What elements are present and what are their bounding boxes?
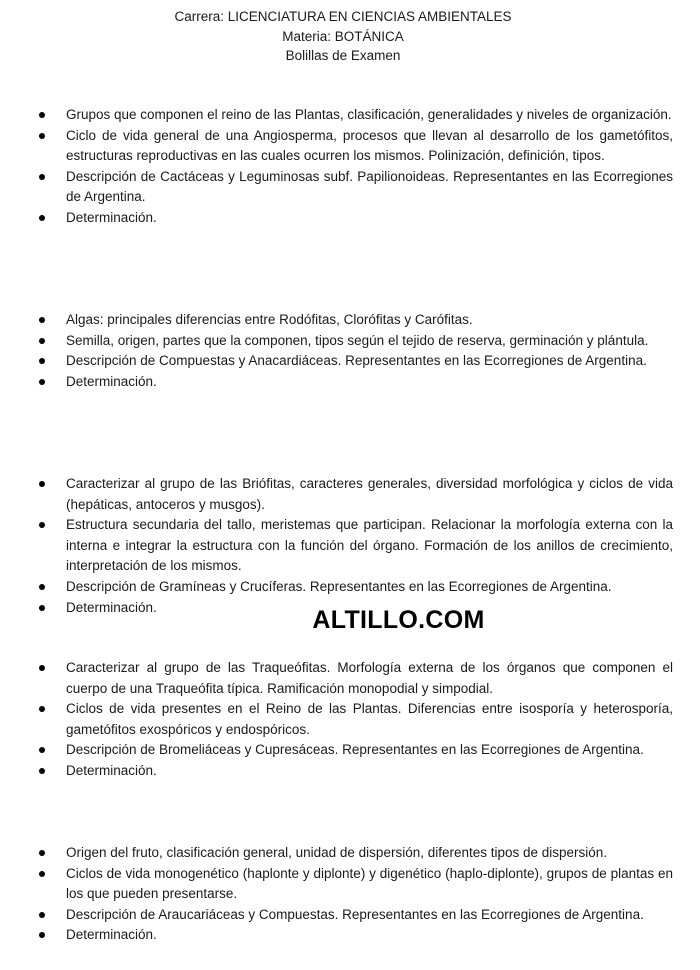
list-item [36, 372, 673, 393]
bullet-icon [39, 665, 45, 671]
subject-title: Materia: BOTÁNICA [282, 28, 404, 44]
list-item [36, 925, 673, 946]
list-item-text: Descripción de Bromeliáceas y Cupresáceas. Representantes en las Ecorregiones de Argentina. [66, 742, 644, 758]
bolilla-group-5 [36, 843, 673, 946]
list-item [36, 208, 673, 229]
list-item-text: Descripción de Araucariáceas y Compuestas. Representantes en las Ecorregiones de Argentina. [66, 906, 644, 922]
list-item [36, 105, 673, 126]
list-item-text: Algas: principales diferencias entre Rodófitas, Clorófitas y Carófitas. [66, 312, 473, 327]
list-item-text: Determinación. [66, 927, 157, 943]
list-item [36, 740, 673, 761]
bullet-icon [39, 912, 45, 918]
list-item [36, 699, 673, 740]
bullet-icon [39, 174, 45, 180]
bolilla-group-4 [36, 658, 673, 782]
bullet-icon [39, 215, 45, 221]
list-item-text: Grupos que componen el reino de las Plantas, clasificación, generalidades y niveles de organización. [66, 107, 672, 122]
list-item-text: Caracterizar al grupo de las Briófitas, caracteres generales, diversidad morfológica y ciclos de vida (hepáticas, antoceros y musgos). [66, 476, 673, 512]
bullet-icon [39, 932, 45, 938]
list-item-text: Determinación. [66, 599, 157, 615]
list-item-text: Determinación. [66, 762, 157, 778]
list-item [36, 577, 673, 598]
bolilla-group-2 [36, 310, 673, 392]
bullet-icon [39, 850, 45, 856]
watermark-logo: ALTILLO.COM [312, 606, 485, 634]
list-item-text: Determinación. [66, 209, 157, 225]
bullet-icon [39, 871, 45, 877]
list-item-text: Descripción de Compuestas y Anacardiáceas. Representantes en las Ecorregiones de Argentina. [66, 353, 647, 369]
list-item-text: Ciclo de vida general de una Angiosperma, procesos que llevan al desarrollo de los gametófitos, estructuras reproductivas en las cuales ocurren los mismos. Polinización, definición, tipos. [66, 127, 673, 164]
list-item-text: Descripción de Cactáceas y Leguminosas subf. Papilionoideas. Representantes en las Ecorregiones de Argentina. [66, 168, 673, 205]
bullet-icon [39, 338, 45, 344]
list-item-text: Determinación. [66, 373, 157, 389]
list-item [36, 474, 673, 515]
bullet-icon [39, 768, 45, 774]
bullet-icon [39, 747, 45, 753]
list-item [36, 843, 673, 864]
list-item-text: Semilla, origen, partes que la componen, tipos según el tejido de reserva, germinación y plántula. [66, 332, 649, 348]
bullet-icon [39, 112, 45, 118]
list-item-text: Origen del fruto, clasificación general, unidad de dispersión, diferentes tipos de dispersión. [66, 845, 608, 860]
list-item-text: Caracterizar al grupo de las Traqueófitas. Morfología externa de los órganos que componen el cuerpo de una Traqueófita típica. Ramificación monopodial y simpodial. [66, 660, 673, 696]
bullet-icon [39, 522, 45, 528]
list-item [36, 310, 673, 331]
list-item [36, 905, 673, 926]
bullet-icon [39, 584, 45, 590]
list-item [36, 761, 673, 782]
bolilla-group-3 [36, 474, 673, 618]
document-header [0, 7, 686, 66]
list-item [36, 864, 673, 905]
list-item-text: Ciclos de vida presentes en el Reino de las Plantas. Diferencias entre isosporía y heterosporía, gametófitos exospóricos y endospóricos. [66, 701, 673, 737]
list-item-text: Ciclos de vida monogenético (haplonte y diplonte) y digenético (haplo-diplonte), grupos de plantas en los que pueden presentarse. [66, 865, 673, 902]
list-item [36, 351, 673, 372]
list-item-text: Estructura secundaria del tallo, meristemas que participan. Relacionar la morfología externa con la interna e integrar la estructura con la función del órgano. Formación de los anillos de crecimiento, interpretación de los mismos. [66, 517, 673, 574]
list-item [36, 658, 673, 699]
list-item [36, 515, 673, 577]
bullet-icon [39, 133, 45, 139]
list-item [36, 331, 673, 352]
list-item-text: Descripción de Gramíneas y Crucíferas. Representantes en las Ecorregiones de Argentina. [66, 578, 612, 594]
bullet-icon [39, 317, 45, 323]
bullet-icon [39, 706, 45, 712]
bullet-icon [39, 379, 45, 385]
bolilla-group-1 [36, 105, 673, 229]
bullet-icon [39, 481, 45, 487]
list-item [36, 167, 673, 208]
bullet-icon [39, 358, 45, 364]
career-title: Carrera: LICENCIATURA EN CIENCIAS AMBIENTALES [174, 9, 512, 24]
list-item [36, 126, 673, 167]
exam-title: Bolillas de Examen [285, 48, 401, 63]
